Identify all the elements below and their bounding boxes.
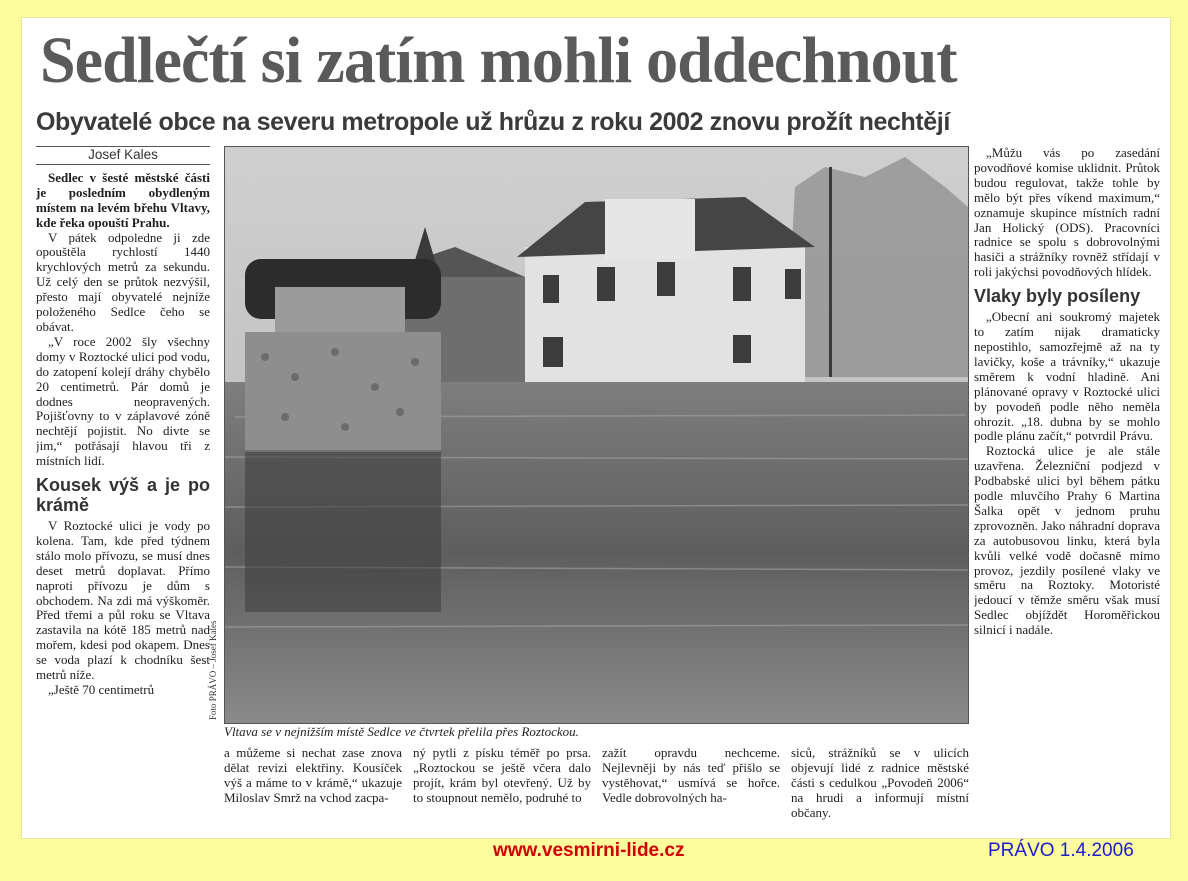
paragraph: „V roce 2002 šly všechny domy v Roztocké ulici pod vodu, do zatopení kolejí dráhy chybělo 20 centimetrů. Pár domů je dodnes neopravených. Pojišťovny to v záplavové zóně nechtějí pojistit. No divte se jim,“ potřásají hlavou tři z místních lidí. xyxy=(36,333,210,469)
footer-source: PRÁVO 1.4.2006 xyxy=(988,840,1134,861)
paragraph: „Můžu vás po zasedání povodňové komise uklidnit. Průtok budou regulovat, takže tohle by mělo být přes víkend maximum,“ oznamuje skupince místních radní Jan Holický (ODS). Pracovníci radnice se spolu s dobrovolnými hasiči a strážníky rovněž střídají v roli jakýchsi povodňových hlídek. xyxy=(974,146,1160,280)
subheading-vlaky: Vlaky byly posíleny xyxy=(974,286,1141,307)
paragraph: „Ještě 70 centimetrů xyxy=(48,682,155,697)
left-column xyxy=(36,146,210,832)
right-column xyxy=(974,146,1160,834)
paragraph: V Roztocké ulici je vody po kolena. Tam, kde před týdnem stálo molo přívozu, se musí dnes deset metrů doplavat. Přímo naproti přívozu je dům s obchodem. Na zdi má výškoměr. Před třemi a půl roku se Vltava zastavila na kótě 185 metrů nad mořem, kdesi pod okapem. Dnes se voda plazí k chodníku šest metrů níže. xyxy=(36,518,210,683)
paragraph: „Obecní ani soukromý majetek to zatím nijak dramaticky nepostihlo, samozřejmě až na ty lavičky, koše a trávníky,“ ukazuje směrem k vodní hladině. Ani plánované opravy v Roztocké ulici by povodeň podle něho neměla ohrozit. „18. dubna by se mohlo podle plánu začít,“ potvrdil Právu. xyxy=(974,309,1160,444)
article-subheadline: Obyvatelé obce na severu metropole už hrůzu z roku 2002 znovu prožít nechtějí xyxy=(36,108,950,136)
flood-photo xyxy=(224,146,969,724)
paragraph: ný pytli z písku téměř po prsa. „Roztockou se ještě včera dalo projít, krám byl otevřený. Už by to stoupnout nemělo, podruhé to xyxy=(413,746,591,805)
paragraph: zažít opravdu nechceme. Nejlevněji by nás teď přišlo se vystěhovat,“ usmívá se hořce. Vedle dobrovolných ha- xyxy=(602,746,780,805)
photo-credit xyxy=(208,600,222,720)
subheading-kousek: Kousek výš a je po krámě xyxy=(36,475,210,516)
paragraph: siců, strážníků se v ulicích objevují lidé z radnice městské části s cedulkou „Povodeň 2006“ na hrudi a informují místní občany. xyxy=(791,746,969,820)
bottom-column-1 xyxy=(224,746,402,830)
article-headline: Sedlečtí si zatím mohli oddechnout xyxy=(40,24,957,97)
article-lead: Sedlec v šesté městské části je posledním obydleným místem na levém břehu Vltavy, kde řeka opouští Prahu. xyxy=(36,169,210,230)
bottom-column-4 xyxy=(791,746,969,830)
paragraph: a můžeme si nechat zase znova dělat revizi elektřiny. Kousíček výš a máme to v krámě,“ ukazuje Miloslav Smrž na vchod zacpa- xyxy=(224,746,402,805)
footer-website-link[interactable]: www.vesmirni-lide.cz xyxy=(493,840,685,861)
paragraph: V pátek odpoledne ji zde opouštěla rychlostí 1440 krychlových metrů za sekundu. Už celý den se průtok nezvýšil, přesto mají obyvatelé nejníže položeného Sedlce čeho se obávat. xyxy=(36,229,210,334)
photo-caption: Vltava se v nejnižším místě Sedlce ve čtvrtek přelila přes Roztockou. xyxy=(224,724,579,739)
bottom-column-3 xyxy=(602,746,780,830)
bottom-column-2 xyxy=(413,746,591,830)
byline: Josef Kales xyxy=(36,146,210,165)
photo-credit-text: Foto PRÁVO – Josef Kales xyxy=(208,620,218,720)
paragraph: Roztocká ulice je ale stále uzavřena. Železniční podjezd v Podbabské ulici byl během pátku podle mluvčího Prahy 6 Martina Šalka opět v jednom pruhu zprovozněn. Jako náhradní doprava za autobusovou linku, která byla kvůli velké vodě dočasně mimo provoz, jezdily posílené vlaky ve směru na Roztoky. Motoristé jedoucí v těmže směru však musí Sedlec objíždět Horoměřickou silnicí i nadále. xyxy=(974,443,1160,638)
